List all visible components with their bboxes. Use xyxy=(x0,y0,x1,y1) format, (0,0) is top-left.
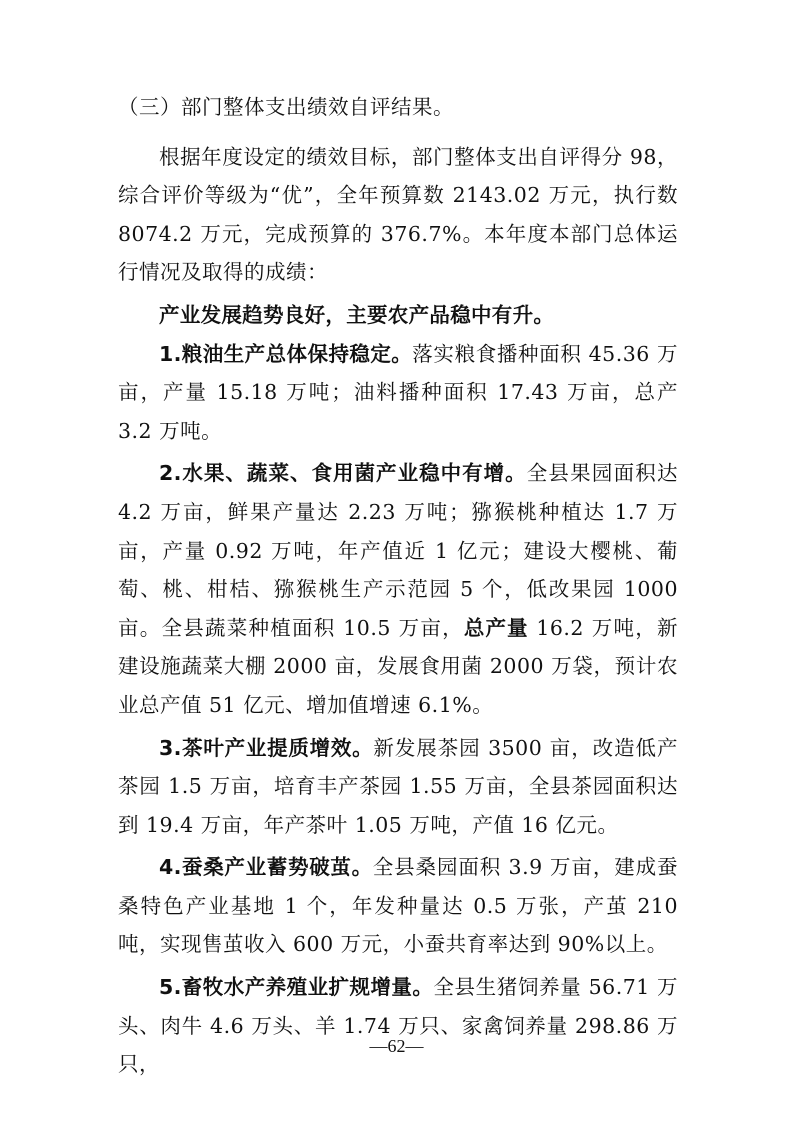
item-title: 3.茶叶产业提质增效。 xyxy=(159,735,374,760)
item-body: 全县桑园面积 3.9 万亩，建成蚕桑特色产业基地 1 个，年发种量达 0.5 万张，产茧 210 吨，实现售茧收入 600 万元，小蚕共育率达到 90%以上。 xyxy=(118,855,678,957)
item-tea xyxy=(118,729,678,845)
intro-paragraph: 根据年度设定的绩效目标，部门整体支出自评得分 98，综合评价等级为“优”，全年预算数 2143.02 万元，执行数 8074.2 万元，完成预算的 376.7%。本年度本部门总体运行情况及取得的成绩： xyxy=(118,144,678,285)
item-title: 1.粮油生产总体保持稳定。 xyxy=(159,341,413,366)
item-title: 4.蚕桑产业蓄势破茧。 xyxy=(159,855,373,880)
item-body: 新发展茶园 3500 亩，改造低产茶园 1.5 万亩，培育丰产茶园 1.55 万亩，全县茶园面积达到 19.4 万亩，年产茶叶 1.05 万吨，产值 16 亿元。 xyxy=(118,735,678,837)
item-emphasis: 总产量 xyxy=(463,615,529,640)
item-body: 全县果园面积达 4.2 万亩，鲜果产量达 2.23 万吨；猕猴桃种植达 1.7 万亩，产量 0.92 万吨，年产值近 1 亿元；建设大樱桃、葡萄、桃、柑桔、猕猴桃生产示范园 5 个，低改果园 1000 亩。全县蔬菜种植面积 10.5 万亩， xyxy=(118,461,679,640)
item-sericulture xyxy=(118,848,678,964)
document-body xyxy=(118,88,678,1084)
item-title: 2.水果、蔬菜、食用菌产业稳中有增。 xyxy=(159,461,527,486)
item-fruit-vegetable xyxy=(118,454,678,724)
page-number: —62— xyxy=(369,1036,424,1056)
summary-heading xyxy=(118,296,678,335)
item-body: 落实粮食播种面积 45.36 万亩，产量 15.18 万吨；油料播种面积 17.43 万亩，总产 3.2 万吨。 xyxy=(118,341,678,443)
item-body-continued: 16.2 万吨，新建设施蔬菜大棚 2000 亩，发展食用菌 2000 万袋，预计农业总产值 51 亿元、增加值增速 6.1%。 xyxy=(118,615,678,717)
item-grain-oil xyxy=(118,335,678,451)
item-title: 5.畜牧水产养殖业扩规增量。 xyxy=(159,975,434,1000)
summary-heading-text: 产业发展趋势良好，主要农产品稳中有升。 xyxy=(159,302,555,327)
item-livestock xyxy=(118,968,678,1084)
section-heading: （三）部门整体支出绩效自评结果。 xyxy=(118,95,454,119)
item-body: 全县生猪饲养量 56.71 万头、肉牛 4.6 万头、羊 1.74 万只、家禽饲养量 298.86 万只， xyxy=(118,975,678,1077)
